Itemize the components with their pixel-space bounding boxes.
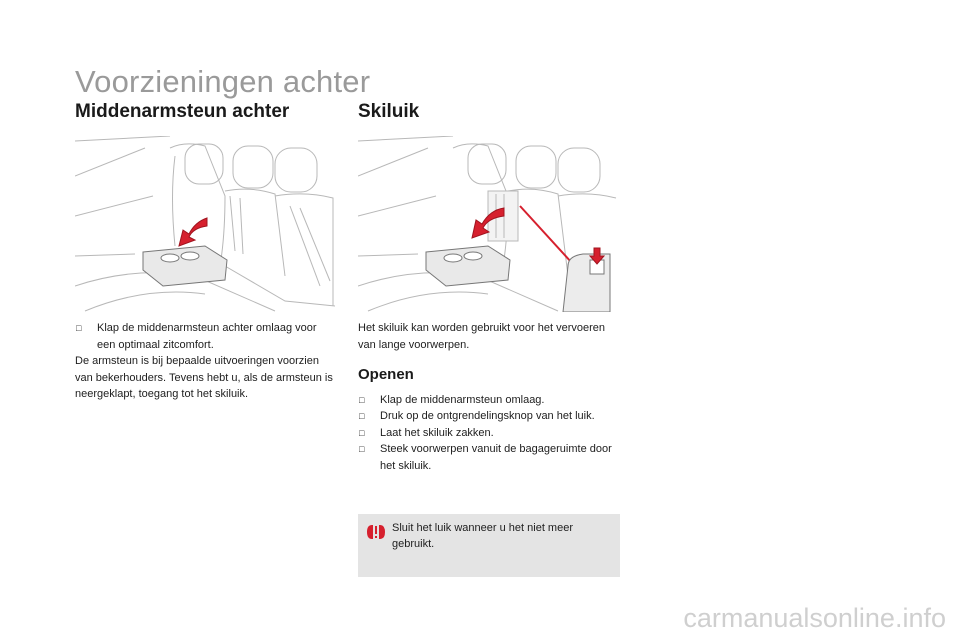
warning-note-text: Sluit het luik wanneer u het niet meer gebruikt. xyxy=(392,522,573,550)
skiluik-text xyxy=(358,320,620,474)
skiluik-intro: Het skiluik kan worden gebruikt voor het vervoeren van lange voorwerpen. xyxy=(358,322,606,351)
list-item: □ Klap de middenarmsteun omlaag. xyxy=(358,392,620,409)
skiluik-heading: Skiluik xyxy=(358,101,420,122)
page-title: Voorzieningen achter xyxy=(75,64,371,99)
armrest-illustration xyxy=(75,136,337,312)
armrest-text xyxy=(75,320,337,403)
checkbox-bullet-icon: □ xyxy=(359,394,365,405)
list-item: □ Steek voorwerpen vanuit de bagageruimte door het skiluik. xyxy=(359,443,612,472)
warning-icon xyxy=(366,522,386,547)
watermark: carmanualsonline.info xyxy=(683,603,946,633)
list-item: □ Druk op de ontgrendelingsknop van het luik. xyxy=(358,408,620,425)
checkbox-bullet-icon: □ xyxy=(359,411,365,421)
list-item: □ Klap de middenarmsteun achter omlaag voor een optimaal zitcomfort. xyxy=(76,322,317,351)
warning-note xyxy=(358,514,620,577)
list-item: □ Laat het skiluik zakken. xyxy=(358,425,620,442)
curved-arrow-icon xyxy=(179,218,207,246)
checkbox-bullet-icon: □ xyxy=(359,444,365,454)
checkbox-bullet-icon: □ xyxy=(76,323,82,333)
armrest-heading: Middenarmsteun achter xyxy=(75,101,290,122)
open-subheading: Openen xyxy=(358,366,414,383)
armrest-paragraph: De armsteun is bij bepaalde uitvoeringen voorzien van bekerhouders. Tevens hebt u, als de armsteun is neergeklapt, toegang tot het skiluik. xyxy=(75,355,333,400)
checkbox-bullet-icon: □ xyxy=(359,427,365,438)
skiluik-illustration xyxy=(358,136,620,312)
